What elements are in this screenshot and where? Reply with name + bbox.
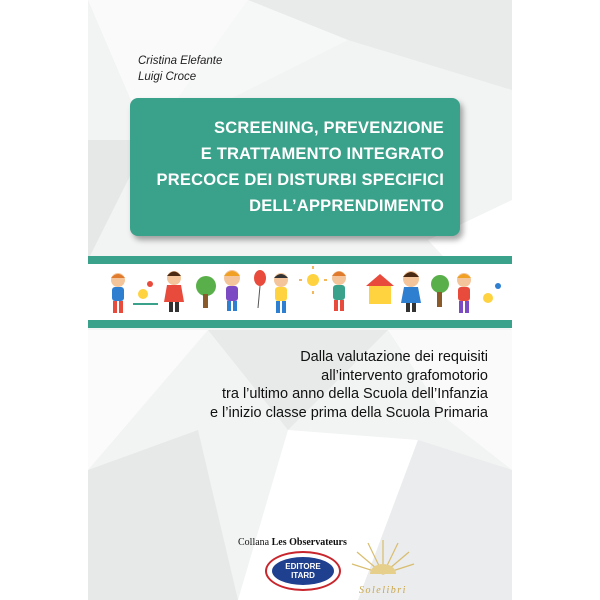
publisher-badge-line: ITARD (291, 571, 315, 580)
band-border-top (88, 256, 512, 264)
subtitle-line: Dalla valutazione dei requisiti (300, 349, 488, 365)
title-line: E TRATTAMENTO INTEGRATO (200, 145, 444, 163)
illustration-band (88, 264, 512, 320)
series-prefix: Collana (238, 537, 270, 548)
sunrise-icon (348, 534, 418, 584)
book-cover (88, 0, 512, 600)
partner-logo-text: Solelibri (359, 585, 407, 596)
book-subtitle (128, 348, 488, 422)
subtitle-line: all’intervento grafomotorio (321, 367, 488, 384)
publisher-logo (265, 551, 341, 591)
author-list (138, 53, 222, 85)
publisher-badge-line: EDITORE (285, 562, 321, 571)
book-title (157, 115, 460, 219)
author-name: Cristina Elefante (138, 55, 223, 67)
subtitle-line: e l’inizio classe prima della Scuola Primaria (209, 404, 488, 421)
title-line: PRECOCE DEI DISTURBI SPECIFICI (156, 171, 444, 189)
title-line: SCREENING, PREVENZIONE (214, 119, 444, 137)
title-line: DELL’APPRENDIMENTO (249, 197, 444, 215)
partner-logo (348, 534, 418, 600)
band-border-bottom (88, 320, 512, 328)
children-doodles-illustration (88, 264, 512, 320)
subtitle-line: tra l’ultimo anno della Scuola dell’Infanzia (222, 386, 488, 402)
series-name: Les Observateurs (271, 537, 347, 548)
title-box (130, 98, 460, 236)
series-label (238, 537, 347, 548)
author-name: Luigi Croce (138, 71, 197, 83)
